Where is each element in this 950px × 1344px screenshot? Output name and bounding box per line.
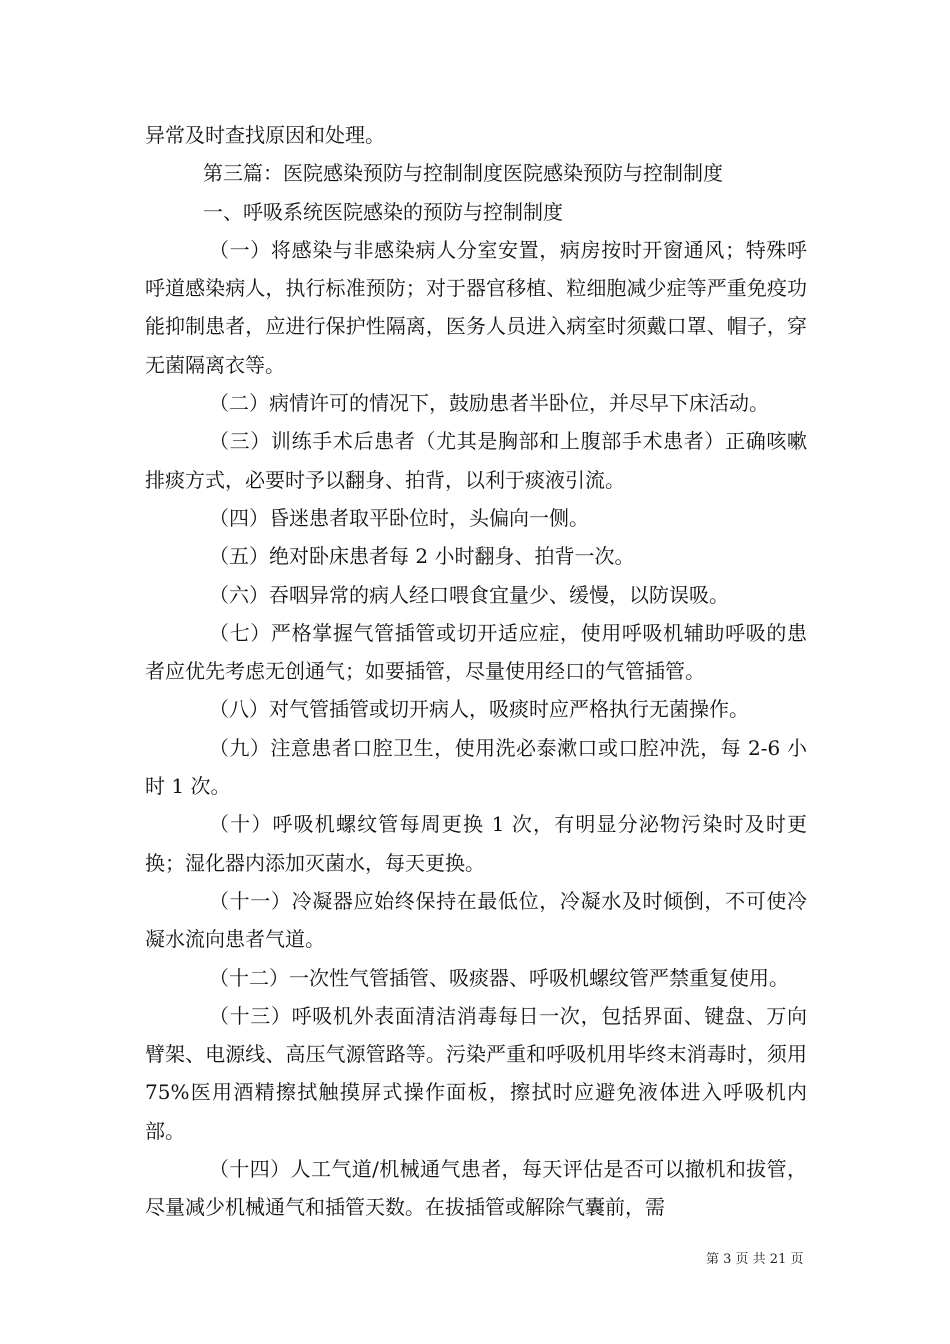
paragraph-item-11: （十一）冷凝器应始终保持在最低位，冷凝水及时倾倒，不可使冷凝水流向患者气道。 bbox=[145, 888, 807, 952]
paragraph-item-6: （六）吞咽异常的病人经口喂食宜量少、缓慢，以防误吸。 bbox=[209, 582, 729, 607]
paragraph-item-3: （三）训练手术后患者（尤其是胸部和上腹部手术患者）正确咳嗽排痰方式，必要时予以翻身、拍背，以利于痰液引流。 bbox=[145, 429, 807, 492]
paragraph-item-1: （一）将感染与非感染病人分室安置，病房按时开窗通风；特殊呼呼道感染病人，执行标准预防；对于器官移植、粒细胞减少症等严重免疫功能抑制患者，应进行保护性隔离，医务人员进入病室时须戴口罩、帽子，穿无菌隔离衣等。 bbox=[145, 237, 807, 377]
paragraph-item-4: （四）昏迷患者取平卧位时，头偏向一侧。 bbox=[209, 505, 589, 530]
paragraph-item-13: （十三）呼吸机外表面清洁消毒每日一次，包括界面、键盘、万向臂架、电源线、高压气源管路等。污染严重和呼吸机用毕终末消毒时，须用 75%医用酒精擦拭触摸屏式操作面板，擦拭时应避免液体进入呼吸机内部。 bbox=[145, 1003, 807, 1143]
section-title: 第三篇：医院感染预防与控制制度医院感染预防与控制制度 bbox=[203, 161, 723, 186]
paragraph-item-14: （十四）人工气道/机械通气患者，每天评估是否可以撤机和拔管，尽量减少机械通气和插管天数。在拔插管或解除气囊前，需 bbox=[145, 1157, 807, 1220]
paragraph-item-8: （八）对气管插管或切开病人，吸痰时应严格执行无菌操作。 bbox=[209, 697, 749, 722]
paragraph-item-12: （十二）一次性气管插管、吸痰器、呼吸机螺纹管严禁重复使用。 bbox=[209, 965, 789, 990]
paragraph-item-10: （十）呼吸机螺纹管每周更换 1 次，有明显分泌物污染时及时更换；湿化器内添加灭菌水，每天更换。 bbox=[145, 812, 807, 875]
subsection-title: 一、呼吸系统医院感染的预防与控制制度 bbox=[203, 199, 563, 224]
paragraph-1: 异常及时查找原因和处理。 bbox=[145, 123, 385, 147]
paragraph-item-5: （五）绝对卧床患者每 2 小时翻身、拍背一次。 bbox=[209, 544, 635, 569]
paragraph-item-2: （二）病情许可的情况下，鼓励患者半卧位，并尽早下床活动。 bbox=[209, 391, 769, 416]
paragraph-item-7: （七）严格掌握气管插管或切开适应症，使用呼吸机辅助呼吸的患者应优先考虑无创通气；如要插管，尽量使用经口的气管插管。 bbox=[145, 620, 807, 684]
paragraph-item-9: （九）注意患者口腔卫生，使用洗必泰漱口或口腔冲洗，每 2-6 小时 1 次。 bbox=[145, 735, 807, 799]
page-number-footer: 第 3 页 共 21 页 bbox=[706, 1252, 804, 1267]
document-body bbox=[145, 116, 807, 1227]
